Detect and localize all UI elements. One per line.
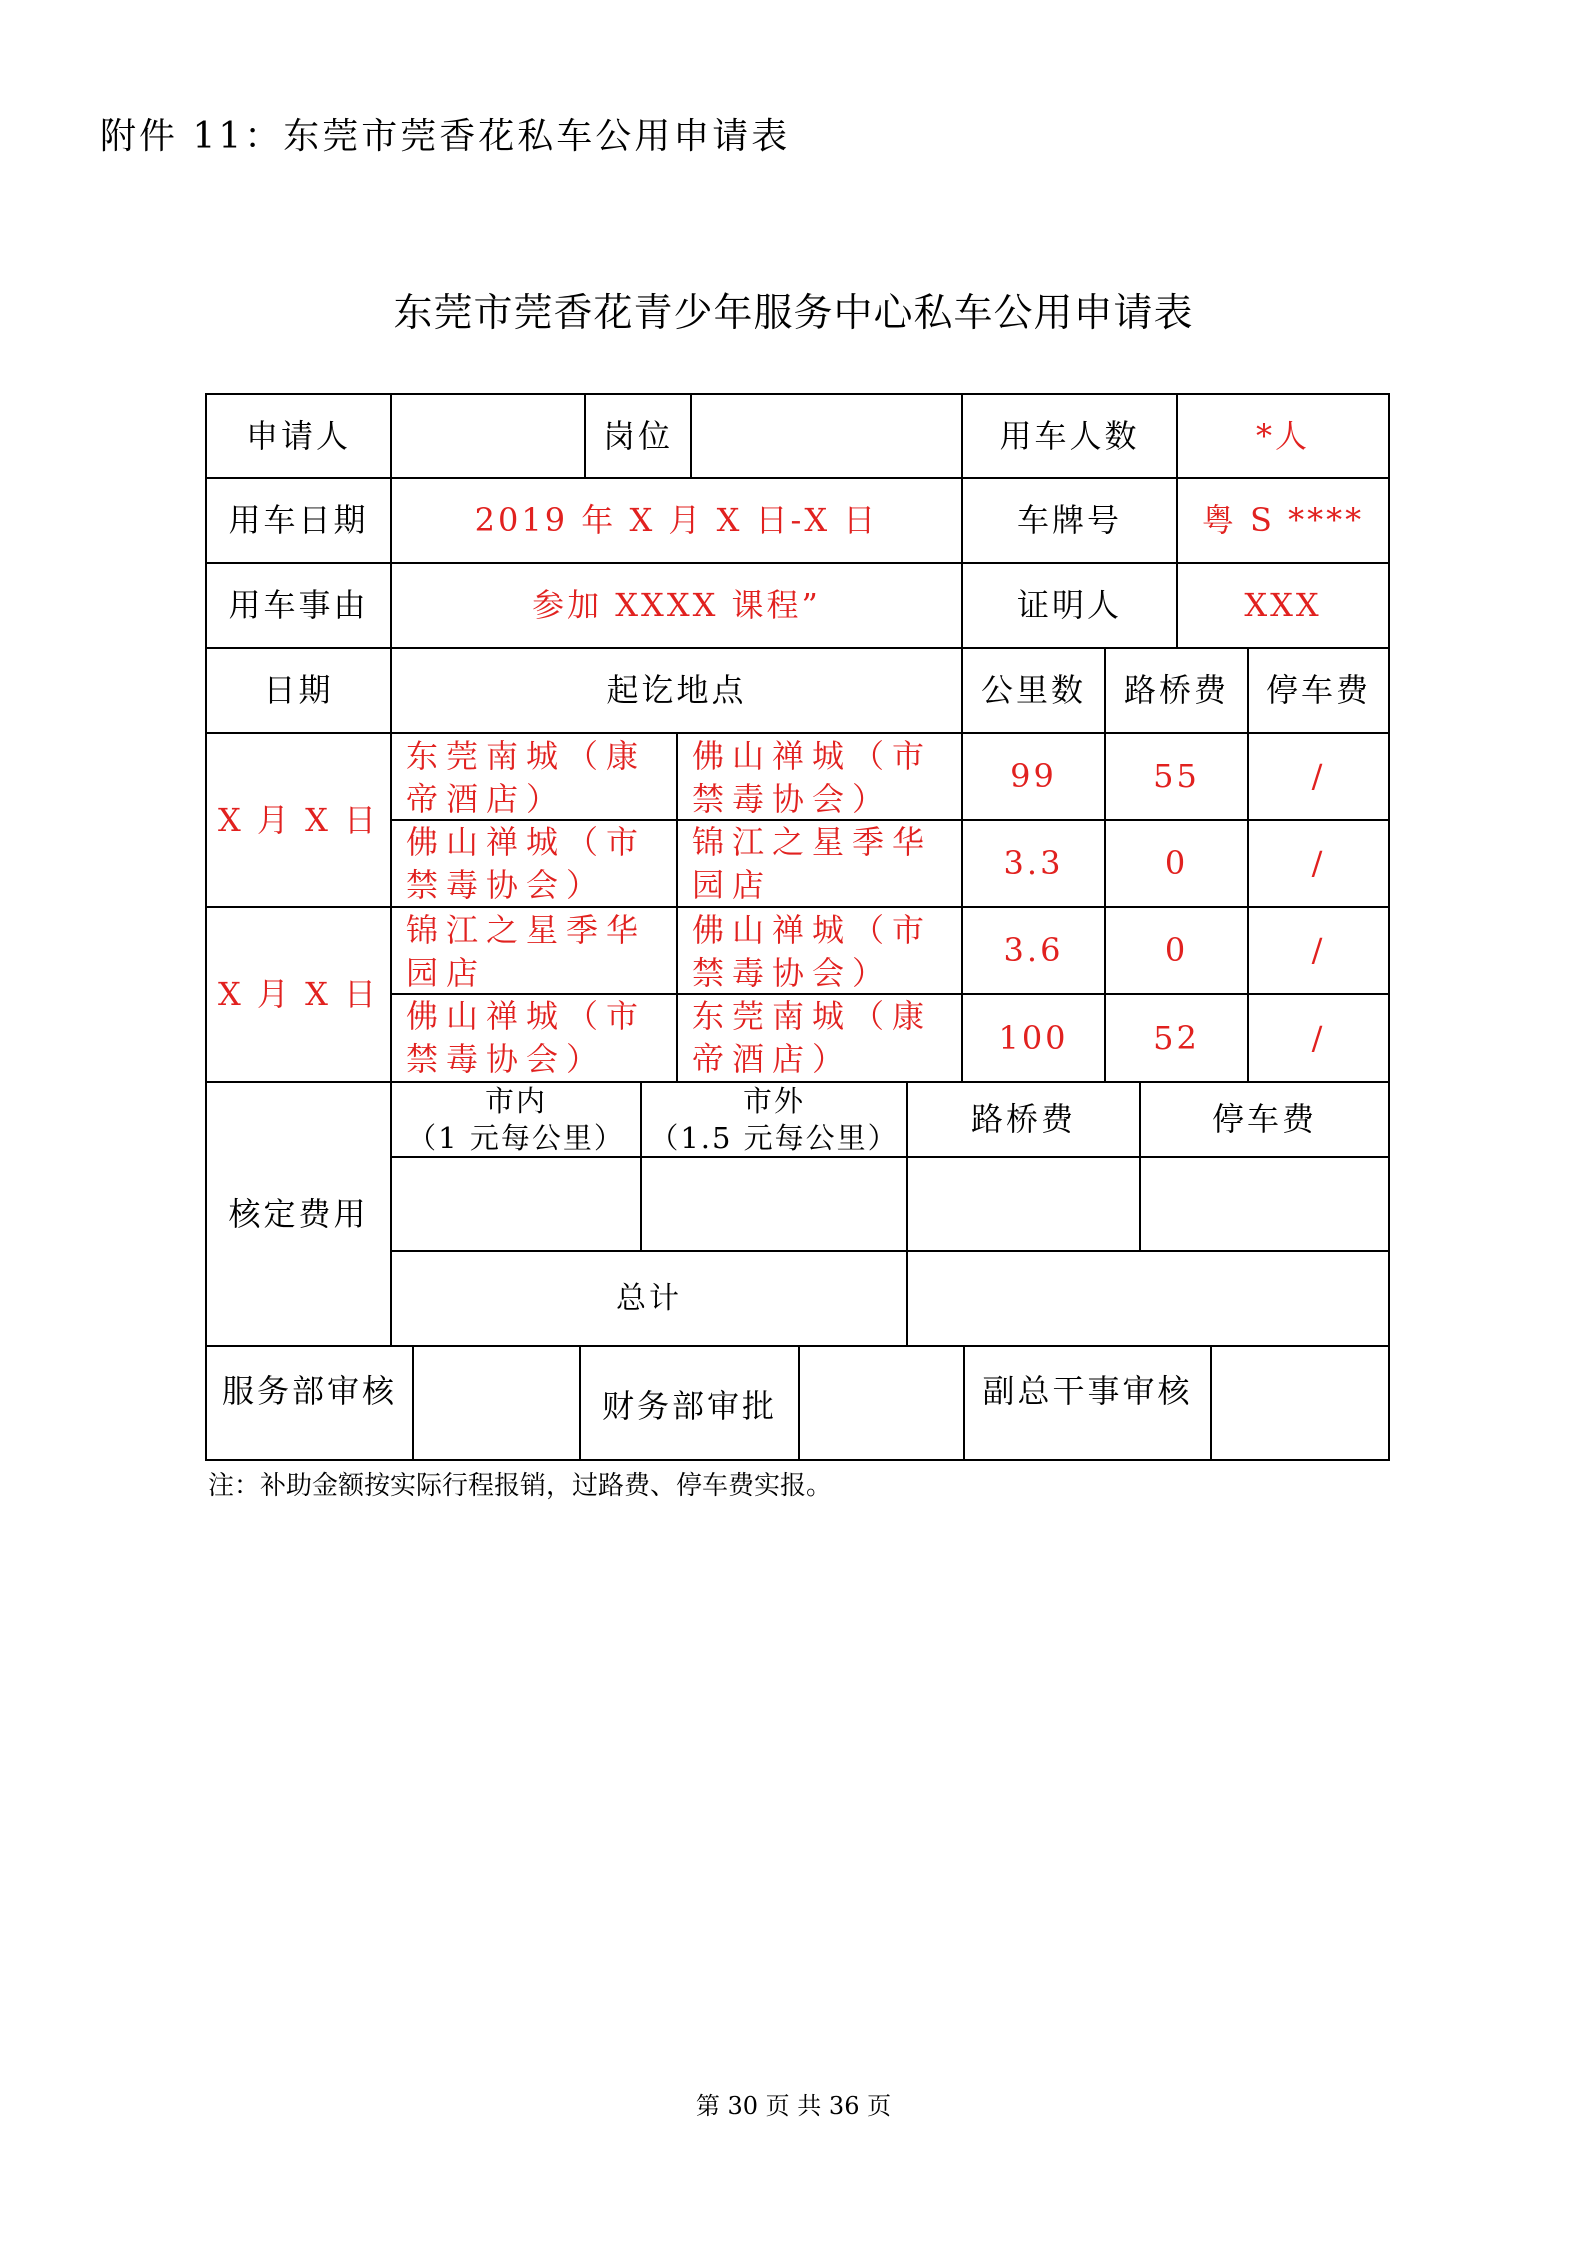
reason-label: 用车事由 bbox=[228, 586, 369, 625]
form-title: 东莞市莞香花青少年服务中心私车公用申请表 bbox=[393, 291, 1194, 336]
fee-city-out-title: 市外 bbox=[742, 1084, 805, 1119]
trip-from: 佛山禅城（市禁毒协会） bbox=[406, 997, 647, 1078]
total-input[interactable] bbox=[908, 1252, 1388, 1345]
position-field[interactable] bbox=[692, 395, 961, 477]
date-label: 用车日期 bbox=[228, 501, 369, 540]
trip-parking: / bbox=[1311, 844, 1326, 883]
trip-to: 佛山禅城（市禁毒协会） bbox=[692, 737, 933, 818]
deputy-director-review-label: 副总干事审核 bbox=[982, 1371, 1193, 1410]
reason-value[interactable]: 参加 XXXX 课程” bbox=[532, 586, 821, 625]
finance-dept-approval-field[interactable] bbox=[800, 1347, 963, 1459]
fee-parking-input[interactable] bbox=[1141, 1158, 1388, 1250]
trip-to: 东莞南城（康帝酒店） bbox=[692, 997, 933, 1078]
fee-city-in-rate: （1 元每公里） bbox=[407, 1120, 625, 1155]
trip-header-date: 日期 bbox=[263, 671, 334, 710]
footnote: 注：补助金额按实际行程报销，过路费、停车费实报。 bbox=[208, 1471, 833, 1501]
fee-city-out-header bbox=[642, 1083, 906, 1156]
fee-city-out-rate: （1.5 元每公里） bbox=[649, 1120, 899, 1155]
applicant-field[interactable] bbox=[392, 395, 584, 477]
page-number: 第 30 页 共 36 页 bbox=[695, 2092, 892, 2120]
applicant-label: 申请人 bbox=[245, 416, 351, 455]
trip-header-parking: 停车费 bbox=[1265, 671, 1371, 710]
trip-km: 99 bbox=[1010, 757, 1057, 796]
trip-header-km: 公里数 bbox=[980, 671, 1086, 710]
finance-dept-approval-label: 财务部审批 bbox=[601, 1386, 777, 1425]
fee-city-in-title: 市内 bbox=[484, 1084, 547, 1119]
trip-header-toll: 路桥费 bbox=[1123, 671, 1229, 710]
fee-toll-input[interactable] bbox=[908, 1158, 1139, 1250]
trip-group-date: X 月 X 日 bbox=[217, 975, 380, 1014]
plate-value[interactable]: 粤 S **** bbox=[1201, 501, 1365, 540]
trip-from: 东莞南城（康帝酒店） bbox=[406, 737, 647, 818]
fee-parking-header: 停车费 bbox=[1211, 1100, 1317, 1139]
trip-toll: 52 bbox=[1153, 1018, 1200, 1057]
trip-toll: 55 bbox=[1153, 757, 1200, 796]
passengers-value[interactable]: *人 bbox=[1255, 416, 1310, 455]
trip-parking: / bbox=[1311, 931, 1326, 970]
fee-city-in-header bbox=[392, 1083, 640, 1156]
trip-toll: 0 bbox=[1164, 844, 1189, 883]
trip-group-date: X 月 X 日 bbox=[217, 800, 380, 839]
witness-value[interactable]: XXX bbox=[1244, 586, 1322, 625]
deputy-director-review-field[interactable] bbox=[1212, 1347, 1388, 1459]
trip-to: 佛山禅城（市禁毒协会） bbox=[692, 911, 933, 992]
service-dept-review-label: 服务部审核 bbox=[221, 1371, 397, 1410]
trip-km: 100 bbox=[998, 1018, 1069, 1057]
fee-toll-header: 路桥费 bbox=[970, 1100, 1076, 1139]
date-value[interactable]: 2019 年 X 月 X 日-X 日 bbox=[474, 501, 879, 540]
passengers-label: 用车人数 bbox=[999, 416, 1140, 455]
trip-from: 佛山禅城（市禁毒协会） bbox=[406, 823, 647, 904]
trip-toll: 0 bbox=[1164, 931, 1189, 970]
fee-city-in-input[interactable] bbox=[392, 1158, 640, 1250]
attachment-label: 附件 11：东莞市莞香花私车公用申请表 bbox=[100, 116, 791, 157]
plate-label: 车牌号 bbox=[1016, 501, 1122, 540]
trip-parking: / bbox=[1311, 1018, 1326, 1057]
trip-header-route: 起讫地点 bbox=[606, 671, 747, 710]
trip-from: 锦江之星季华园店 bbox=[406, 911, 647, 992]
witness-label: 证明人 bbox=[1016, 586, 1122, 625]
position-label: 岗位 bbox=[602, 416, 673, 455]
fee-city-out-input[interactable] bbox=[642, 1158, 906, 1250]
total-label: 总计 bbox=[616, 1280, 682, 1316]
trip-km: 3.6 bbox=[1003, 931, 1064, 970]
fees-label: 核定费用 bbox=[228, 1194, 369, 1233]
trip-parking: / bbox=[1311, 757, 1326, 796]
trip-km: 3.3 bbox=[1003, 844, 1064, 883]
trip-to: 锦江之星季华园店 bbox=[692, 823, 933, 904]
service-dept-review-field[interactable] bbox=[414, 1347, 579, 1459]
